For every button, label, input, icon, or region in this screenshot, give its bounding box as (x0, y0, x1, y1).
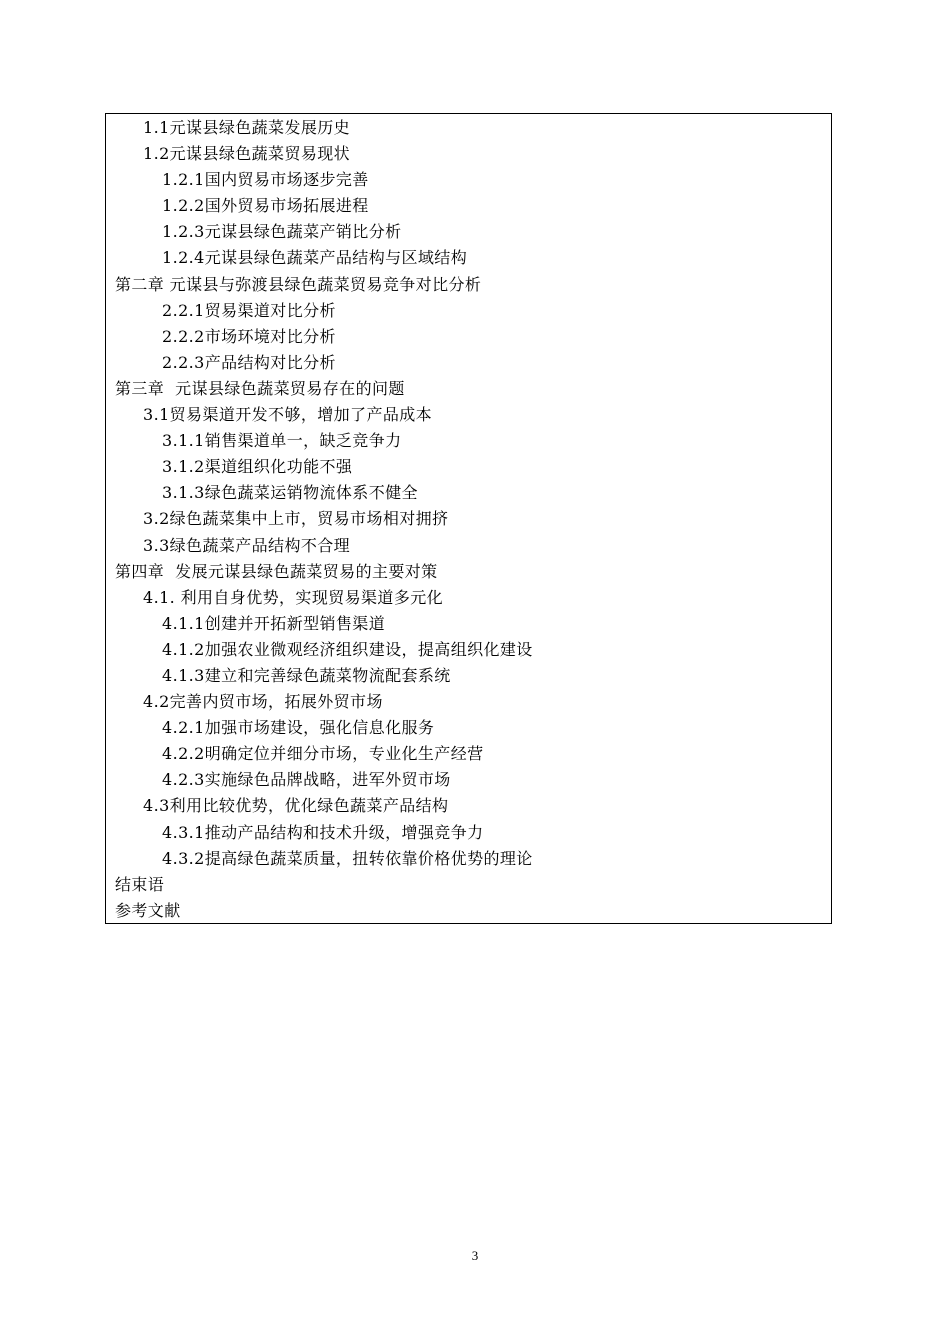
toc-section-entry: 4.3利用比较优势，优化绿色蔬菜产品结构 (143, 796, 449, 816)
toc-section-entry: 4.1. 利用自身优势，实现贸易渠道多元化 (143, 587, 444, 607)
toc-section-entry: 3.1.3绿色蔬菜运销物流体系不健全 (162, 483, 418, 503)
toc-section-entry: 1.2.2国外贸易市场拓展进程 (162, 196, 369, 216)
toc-section-entry: 3.1.1销售渠道单一，缺乏竞争力 (162, 431, 402, 451)
toc-section-entry: 4.1.2加强农业微观经济组织建设，提高组织化建设 (162, 639, 533, 659)
toc-section-entry: 4.1.1创建并开拓新型销售渠道 (162, 613, 386, 633)
toc-chapter-entry: 第二章 元谋县与弥渡县绿色蔬菜贸易竞争对比分析 (115, 274, 482, 294)
toc-section-entry: 3.2绿色蔬菜集中上市，贸易市场相对拥挤 (143, 509, 449, 529)
toc-section-entry: 4.2完善内贸市场，拓展外贸市场 (143, 692, 383, 712)
toc-section-entry: 4.2.3实施绿色品牌战略，进军外贸市场 (162, 770, 451, 790)
toc-section-entry: 3.3绿色蔬菜产品结构不合理 (143, 535, 351, 555)
toc-section-entry: 4.1.3建立和完善绿色蔬菜物流配套系统 (162, 665, 451, 685)
toc-section-entry: 1.2.3元谋县绿色蔬菜产销比分析 (162, 222, 402, 242)
toc-section-entry: 4.2.1加强市场建设，强化信息化服务 (162, 718, 435, 738)
toc-chapter-entry: 结束语 (115, 874, 165, 894)
page-number: 3 (471, 1248, 479, 1263)
toc-section-entry: 2.2.1贸易渠道对比分析 (162, 300, 336, 320)
toc-section-entry: 1.2.1国内贸易市场逐步完善 (162, 170, 369, 190)
toc-section-entry: 3.1贸易渠道开发不够，增加了产品成本 (143, 405, 433, 425)
toc-section-entry: 2.2.3产品结构对比分析 (162, 352, 336, 372)
toc-section-entry: 1.2.4元谋县绿色蔬菜产品结构与区域结构 (162, 248, 468, 268)
toc-chapter-entry: 第三章 元谋县绿色蔬菜贸易存在的问题 (115, 378, 405, 398)
toc-section-entry: 1.1元谋县绿色蔬菜发展历史 (143, 118, 351, 137)
toc-section-entry: 4.3.1推动产品结构和技术升级，增强竞争力 (162, 822, 484, 842)
toc-section-entry: 4.2.2明确定位并细分市场，专业化生产经营 (162, 744, 484, 764)
toc-section-entry: 1.2元谋县绿色蔬菜贸易现状 (143, 144, 351, 164)
toc-section-entry: 4.3.2提高绿色蔬菜质量，扭转依靠价格优势的理论 (162, 848, 533, 868)
toc-section-entry: 2.2.2市场环境对比分析 (162, 326, 336, 346)
toc-section-entry: 3.1.2渠道组织化功能不强 (162, 457, 353, 477)
toc-chapter-entry: 第四章 发展元谋县绿色蔬菜贸易的主要对策 (115, 561, 438, 581)
table-of-contents (105, 113, 832, 924)
toc-chapter-entry: 参考文献 (115, 900, 181, 920)
